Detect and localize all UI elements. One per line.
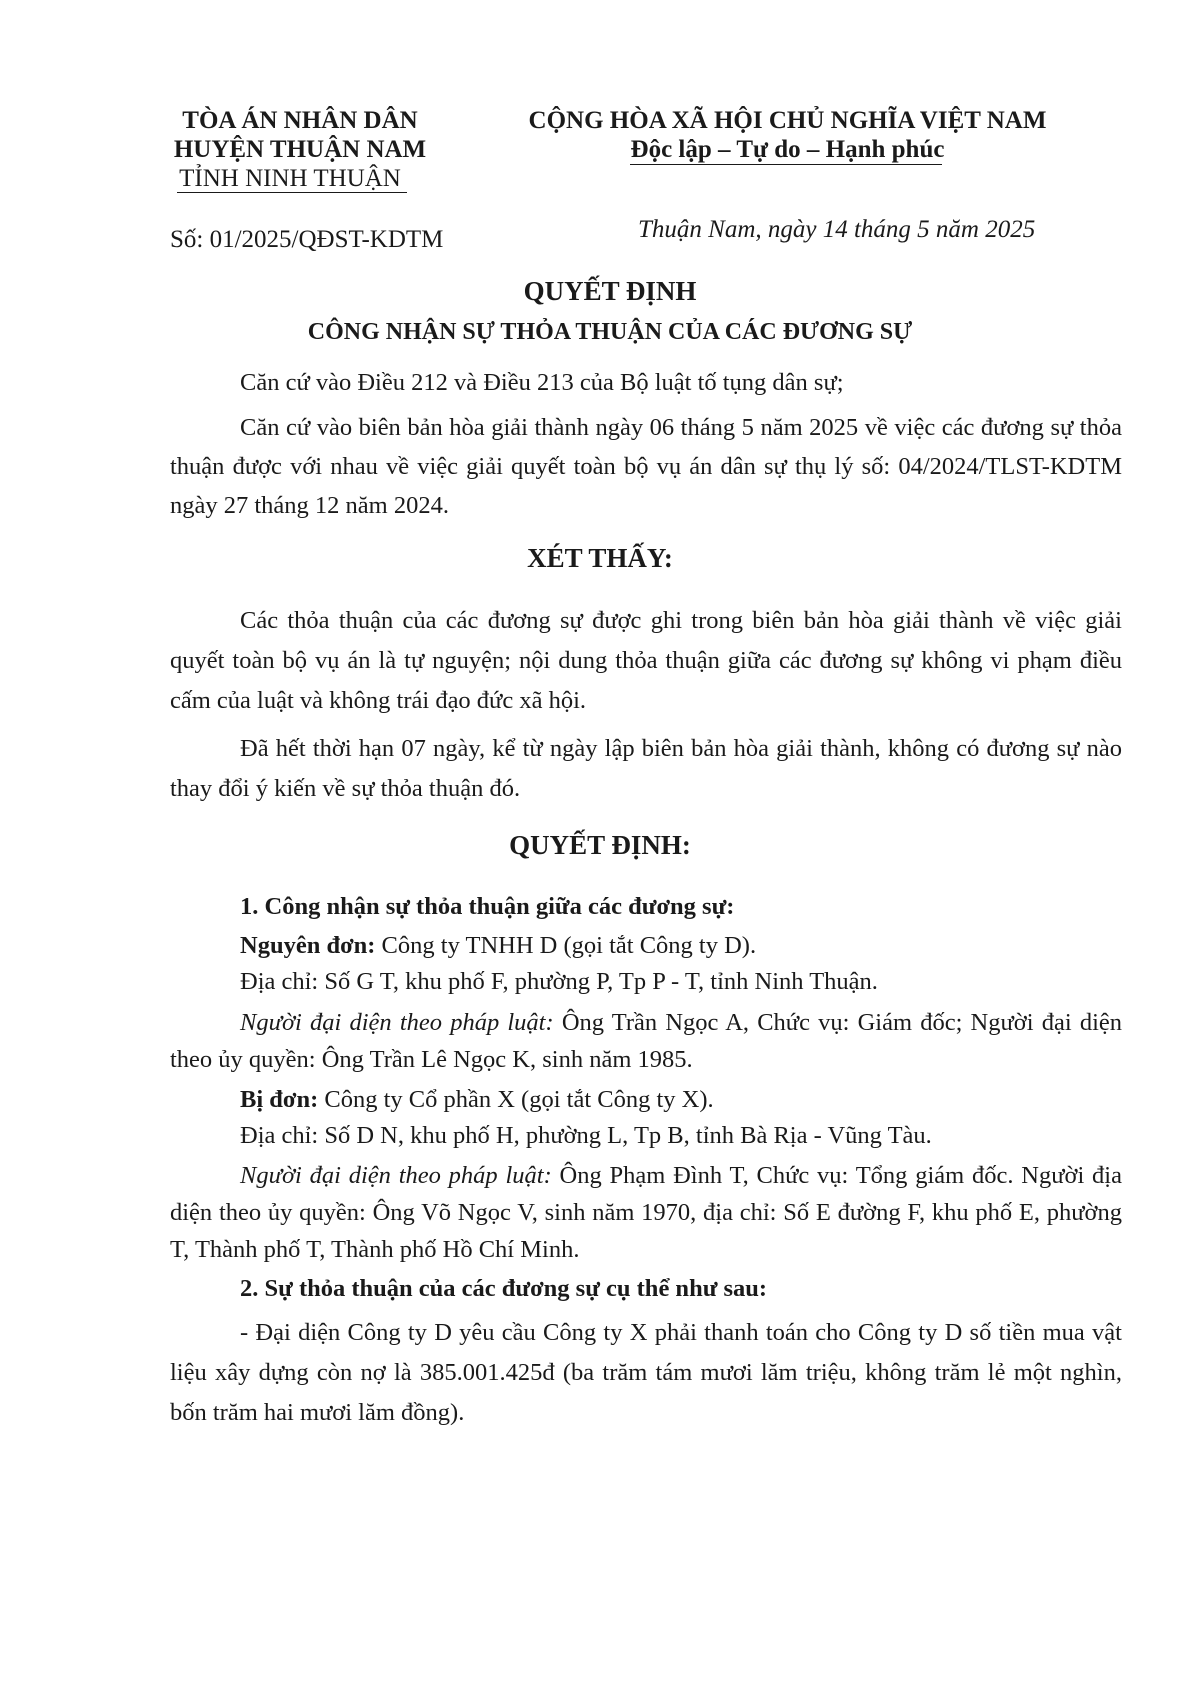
plaintiff-address: Địa chỉ: Số G T, khu phố F, phường P, Tp P - T, tỉnh Ninh Thuận. xyxy=(240,968,878,995)
section-2-item-1: - Đại diện Công ty D yêu cầu Công ty X phải thanh toán cho Công ty D số tiền mua vật liệu xây dựng còn nợ là 385.001.425đ (ba trăm tám mươi lăm triệu, không trăm lẻ một nghìn, bốn trăm hai mươi lăm đồng). xyxy=(170,1319,1122,1426)
motto-underline xyxy=(630,164,942,165)
basis-line: Căn cứ vào Điều 212 và Điều 213 của Bộ luật tố tụng dân sự; xyxy=(240,369,844,396)
court-province: TỈNH NINH THUẬN xyxy=(179,165,401,192)
defendant-representative: Người đại diện theo pháp luật: Ông Phạm Đình T, Chức vụ: Tổng giám đốc. Người địa diện theo ủy quyền: Ông Võ Ngọc V, sinh năm 1970, địa chỉ: Số E đường F, khu phố E, phường T, Thành phố T, Thành phố Hồ Chí Minh. xyxy=(170,1162,1122,1263)
plaintiff-line: Nguyên đơn: Công ty TNHH D (gọi tắt Công ty D). xyxy=(240,932,757,959)
defendant-address: Địa chỉ: Số D N, khu phố H, phường L, Tp B, tỉnh Bà Rịa - Vũng Tàu. xyxy=(240,1122,932,1149)
document-number: Số: 01/2025/QĐST-KDTM xyxy=(170,226,444,253)
court-underline xyxy=(177,192,407,193)
considering-paragraph-2: Đã hết thời hạn 07 ngày, kể từ ngày lập biên bản hòa giải thành, không có đương sự nào thay đổi ý kiến về sự thỏa thuận đó. xyxy=(170,735,1122,802)
defendant-line: Bị đơn: Công ty Cổ phần X (gọi tắt Công ty X). xyxy=(240,1086,714,1113)
considering-paragraph-1: Các thỏa thuận của các đương sự được ghi trong biên bản hòa giải thành về việc giải quyết toàn bộ vụ án là tự nguyện; nội dung thỏa thuận giữa các đương sự không vi phạm điều cấm của luật và không trái đạo đức xã hội. xyxy=(170,607,1122,714)
section-1-title: 1. Công nhận sự thỏa thuận giữa các đương sự: xyxy=(240,893,735,920)
section-2-title: 2. Sự thỏa thuận của các đương sự cụ thể như sau: xyxy=(240,1275,768,1302)
plaintiff-representative: Người đại diện theo pháp luật: Ông Trần Ngọc A, Chức vụ: Giám đốc; Người đại diện theo ủy quyền: Ông Trần Lê Ngọc K, sinh năm 1985. xyxy=(170,1009,1123,1073)
basis-paragraph: Căn cứ vào biên bản hòa giải thành ngày 06 tháng 5 năm 2025 về việc các đương sự thỏa thuận được với nhau về việc giải quyết toàn bộ vụ án dân sự thụ lý số: 04/2024/TLST-KDTM ngày 27 tháng 12 năm 2024. xyxy=(170,414,1122,519)
document-title: QUYẾT ĐỊNH xyxy=(523,276,697,306)
republic-title: CỘNG HÒA XÃ HỘI CHỦ NGHĨA VIỆT NAM xyxy=(528,107,1047,134)
republic-motto: Độc lập – Tự do – Hạnh phúc xyxy=(630,136,945,163)
court-name-line1: TÒA ÁN NHÂN DÂN xyxy=(182,107,418,134)
decision-heading: QUYẾT ĐỊNH: xyxy=(509,830,691,860)
document-subtitle: CÔNG NHẬN SỰ THỎA THUẬN CỦA CÁC ĐƯƠNG SỰ xyxy=(307,319,913,345)
court-name-line2: HUYỆN THUẬN NAM xyxy=(173,136,427,163)
considering-heading: XÉT THẤY: xyxy=(527,543,673,573)
place-and-date: Thuận Nam, ngày 14 tháng 5 năm 2025 xyxy=(638,216,1036,243)
